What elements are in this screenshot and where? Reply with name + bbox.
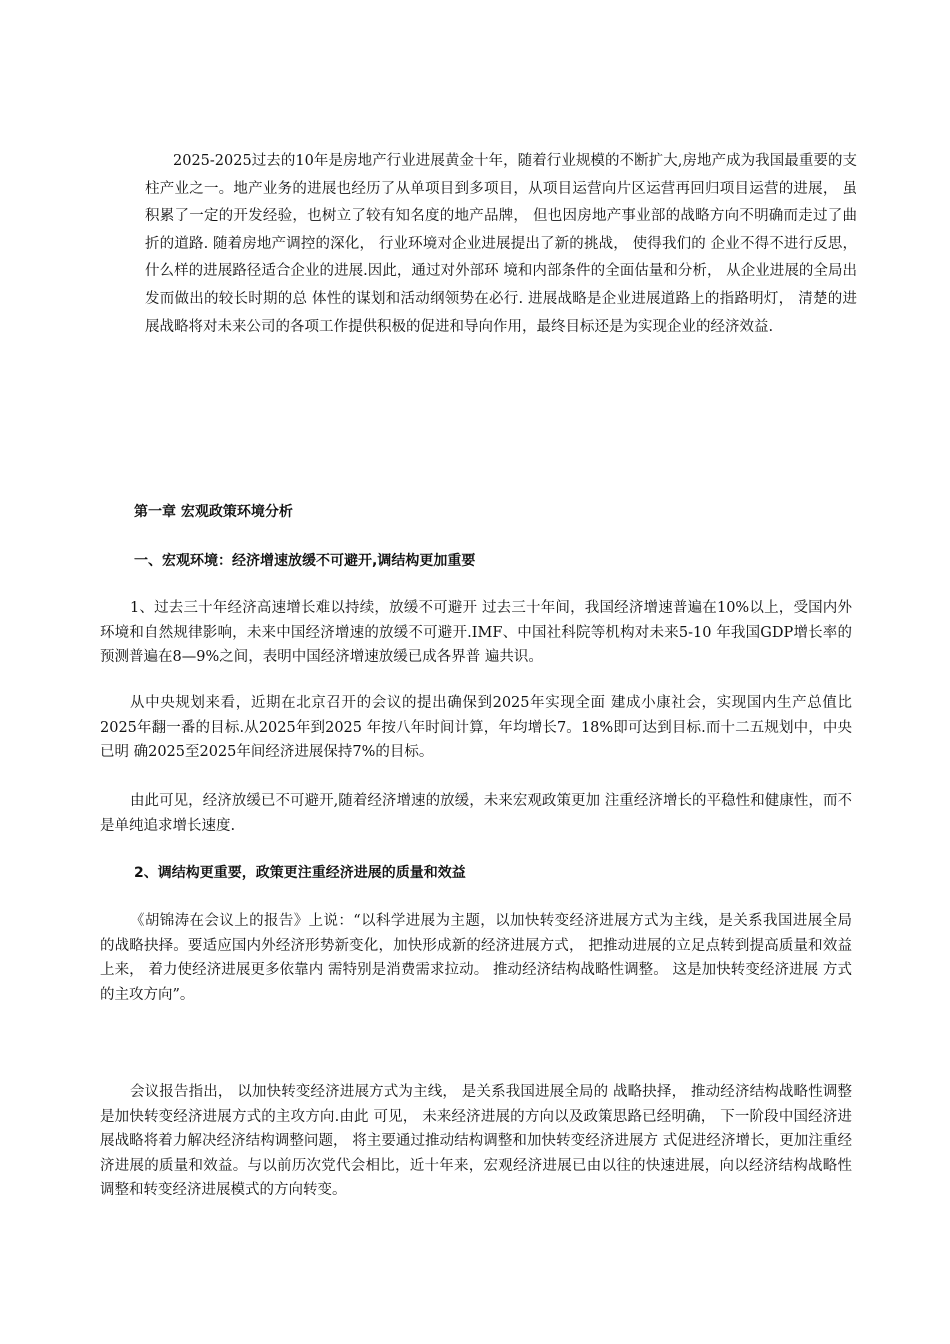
paragraph-report-quote: 《胡锦涛在会议上的报告》上说：“以科学进展为主题，以加快转变经济进展方式为主线，是关系我国进展全局 的战略抉择。要适应国内外经济形势新变化，加快形成新的经济进展方式， 把推动进展的立足点转到提高质量和效益上来， 着力使经济进展更多依靠内 需特别是消费需求拉动。 推动经济结构战略性调整。 这是加快转变经济进展 方式的主攻方向”。 <box>100 913 852 1003</box>
paragraph-conclusion: 由此可见，经济放缓已不可避开,随着经济增速的放缓，未来宏观政策更加 注重经济增长的平稳性和健康性，而不是单纯追求增长速度. <box>100 793 852 834</box>
paragraph-central-planning: 从中央规划来看，近期在北京召开的会议的提出确保到2025年实现全面 建成小康社会，实现国内生产总值比2025年翻一番的目标.从2025年到2025 年按八年时间计算，年均增长7。18%即可达到目标.而十二五规划中，中央已明 确2025至2025年间经济进展保持7%的目标。 <box>100 695 852 760</box>
section-2-title: 2、调结构更重要，政策更注重经济进展的质量和效益 <box>134 865 466 881</box>
paragraph-growth-slowdown: 1、过去三十年经济高速增长难以持续，放缓不可避开 过去三十年间，我国经济增速普遍在10%以上，受国内外环境和自然规律影响，未来中国经济增速的放缓不可避开.IMF、中国社科院等机构对未来5-10 年我国GDP增长率的预测普遍在8—9%之间，表明中国经济增速放缓已成各界普 遍共识。 <box>100 600 852 665</box>
section-1-title: 一、宏观环境：经济增速放缓不可避开,调结构更加重要 <box>134 553 476 569</box>
paragraph-report-summary: 会议报告指出， 以加快转变经济进展方式为主线， 是关系我国进展全局的 战略抉择， 推动经济结构战略性调整是加快转变经济进展方式的主攻方向.由此 可见， 未来经济进展的方向以及政策思路已经明确， 下一阶段中国经济进展战略将着力解决经济结构调整问题， 将主要通过推动结构调整和加快转变经济进展方 式促进经济增长，更加注重经济进展的质量和效益。与以前历次党代会相比，近十年来，宏观经济进展已由以往的快速进展，向以经济结构战略性调整和转变经济进展模式的方向转变。 <box>100 1084 852 1198</box>
chapter-title: 第一章 宏观政策环境分析 <box>134 504 293 520</box>
intro-paragraph: 2025-2025过去的10年是房地产行业进展黄金十年，随着行业规模的不断扩大,房地产成为我国最重要的支柱产业之一。地产业务的进展也经历了从单项目到多项目，从项目运营向片区运营再回归项目运营的进展， 虽积累了一定的开发经验，也树立了较有知名度的地产品牌， 但也因房地产事业部的战略方向不明确而走过了曲折的道路. 随着房地产调控的深化， 行业环境对企业进展提出了新的挑战， 使得我们的 企业不得不进行反思，什么样的进展路径适合企业的进展.因此，通过对外部环 境和内部条件的全面估量和分析， 从企业进展的全局出发而做出的较长时期的总 体性的谋划和活动纲领势在必行. 进展战略是企业进展道路上的指路明灯， 清楚的进展战略将对未来公司的各项工作提供积极的促进和导向作用，最终目标还是为实现企业的经济效益. <box>145 153 857 335</box>
